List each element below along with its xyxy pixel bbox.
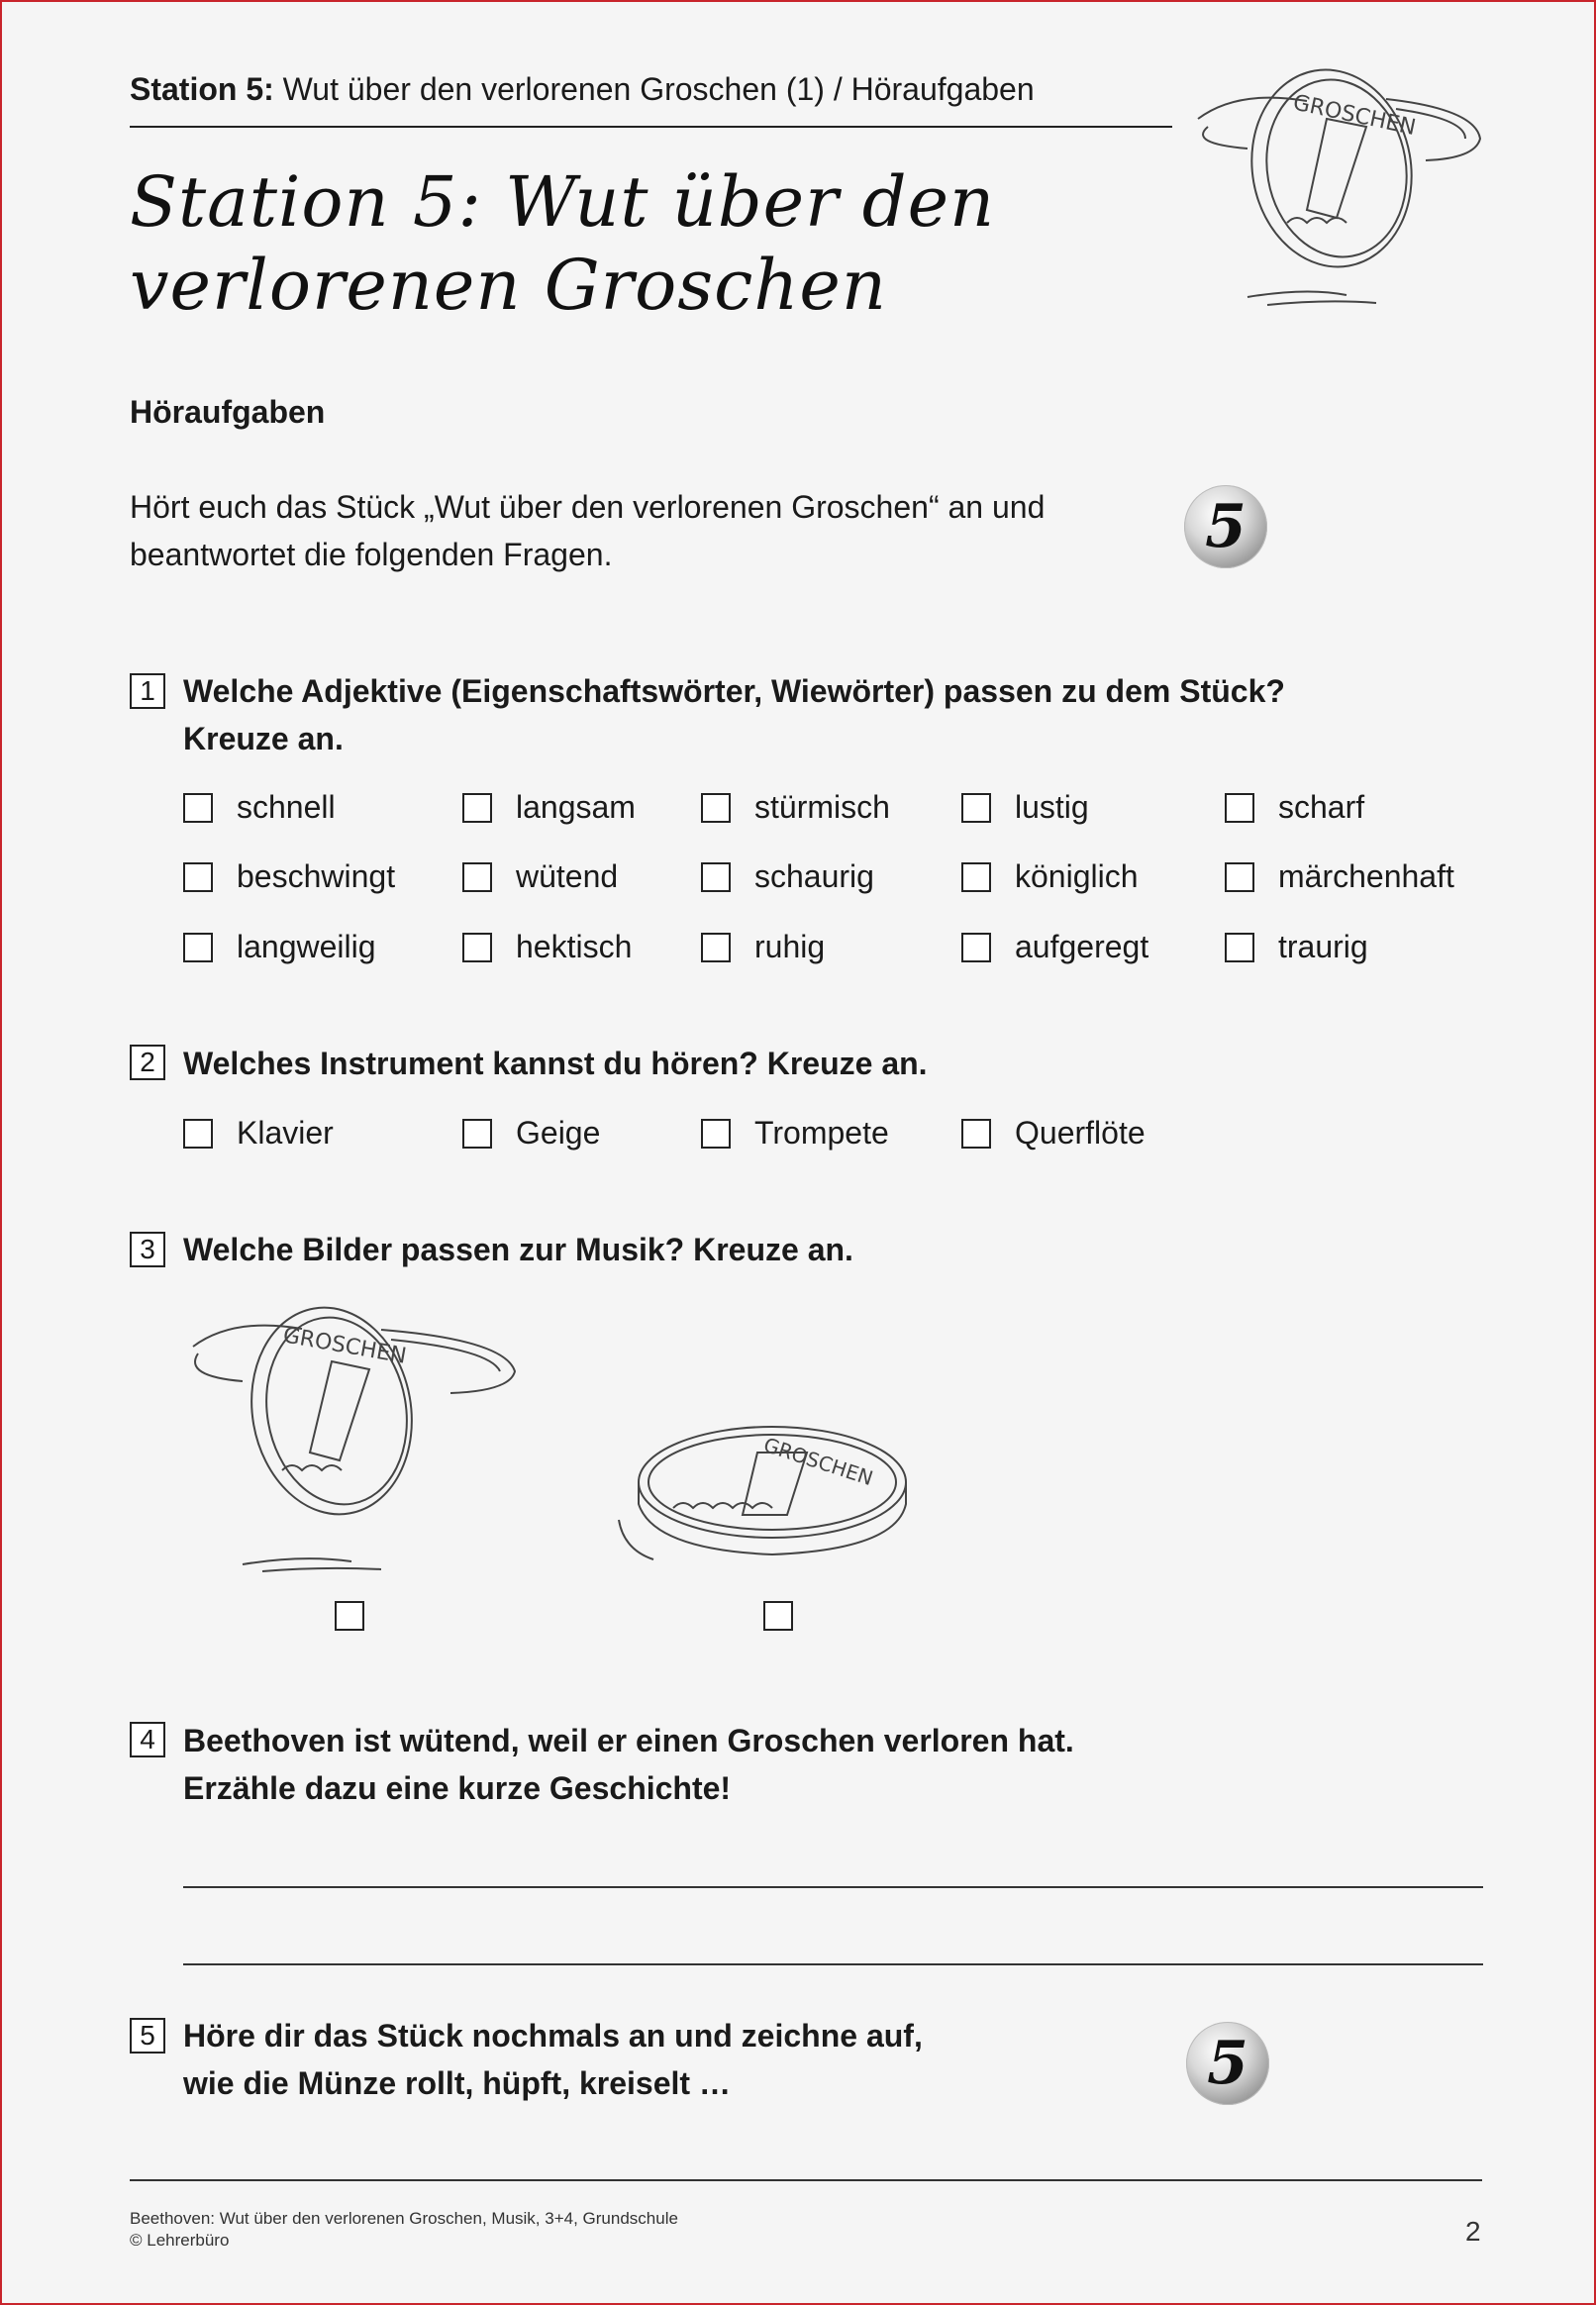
question-4-line1: Beethoven ist wütend, weil er einen Groschen verloren hat. [183, 1723, 1074, 1758]
adjective-checkbox[interactable] [701, 793, 731, 823]
adjective-checkbox[interactable] [701, 862, 731, 892]
adjective-option[interactable] [961, 929, 1148, 965]
instrument-label: Geige [516, 1115, 601, 1151]
footer-line1: Beethoven: Wut über den verlorenen Groschen, Musik, 3+4, Grundschule [130, 2209, 678, 2228]
adjective-checkbox[interactable] [462, 933, 492, 962]
page-title-line2: verlorenen Groschen [130, 245, 887, 326]
adjective-option[interactable] [961, 858, 1139, 895]
adjective-label: ruhig [754, 929, 826, 964]
intro-text [130, 483, 1120, 578]
question-5-text [183, 2012, 923, 2107]
answer-line-2[interactable] [183, 1963, 1483, 1965]
instrument-label: Querflöte [1015, 1115, 1146, 1151]
page-title [130, 160, 995, 327]
adjective-option[interactable] [462, 929, 632, 965]
adjective-option[interactable] [183, 789, 336, 826]
adjective-option[interactable] [462, 858, 618, 895]
instrument-option[interactable] [462, 1115, 600, 1152]
picture-1-checkbox[interactable] [335, 1601, 364, 1631]
running-header-station: Station 5: [130, 71, 274, 107]
adjective-label: traurig [1278, 929, 1368, 964]
question-2-text: Welches Instrument kannst du hören? Kreuze an. [183, 1046, 928, 1081]
adjective-option[interactable] [1225, 858, 1454, 895]
adjective-label: langweilig [237, 929, 376, 964]
section-heading: Höraufgaben [130, 394, 326, 430]
audio-track-icon-q5 [1186, 2022, 1269, 2105]
footer-text [130, 2208, 678, 2252]
adjective-label: lustig [1015, 789, 1089, 825]
adjective-checkbox[interactable] [1225, 862, 1254, 892]
adjective-checkbox[interactable] [183, 793, 213, 823]
question-5-line2: wie die Münze rollt, hüpft, kreiselt … [183, 2065, 731, 2101]
lying-coin-picture [614, 1421, 921, 1579]
instrument-option[interactable] [701, 1115, 889, 1152]
question-number-5: 5 [130, 2018, 165, 2054]
adjective-checkbox[interactable] [1225, 933, 1254, 962]
audio-track-icon [1184, 485, 1267, 568]
instrument-label: Klavier [237, 1115, 334, 1151]
adjective-label: stürmisch [754, 789, 890, 825]
question-number-2: 2 [130, 1045, 165, 1080]
answer-line-1[interactable] [183, 1886, 1483, 1888]
coin-label-text: GROSCHEN [1290, 90, 1419, 142]
adjective-label: beschwingt [237, 858, 396, 894]
adjective-option[interactable] [183, 858, 395, 895]
adjective-label: schaurig [754, 858, 874, 894]
adjective-option[interactable] [701, 929, 825, 965]
adjective-label: aufgeregt [1015, 929, 1149, 964]
footer-divider [130, 2179, 1482, 2181]
audio-track-number-q5: 5 [1207, 2029, 1248, 2098]
question-4-line2: Erzähle dazu eine kurze Geschichte! [183, 1770, 732, 1806]
intro-line2: beantwortet die folgenden Fragen. [130, 537, 613, 572]
adjective-option[interactable] [183, 929, 376, 965]
adjective-label: märchenhaft [1278, 858, 1454, 894]
instrument-option[interactable] [961, 1115, 1146, 1152]
adjective-option[interactable] [1225, 929, 1368, 965]
adjective-option[interactable] [701, 858, 874, 895]
adjective-checkbox[interactable] [1225, 793, 1254, 823]
question-4-text [183, 1717, 1074, 1812]
question-1-line1: Welche Adjektive (Eigenschaftswörter, Wiewörter) passen zu dem Stück? [183, 673, 1285, 709]
adjective-label: schnell [237, 789, 336, 825]
picture-2-checkbox[interactable] [763, 1601, 793, 1631]
adjective-label: königlich [1015, 858, 1139, 894]
page-number: 2 [1465, 2216, 1481, 2247]
lying-coin-label: GROSCHEN [760, 1432, 876, 1491]
adjective-label: langsam [516, 789, 636, 825]
adjective-option[interactable] [1225, 789, 1364, 826]
adjective-checkbox[interactable] [961, 862, 991, 892]
question-number-1: 1 [130, 673, 165, 709]
question-number-3: 3 [130, 1232, 165, 1267]
header-divider [130, 126, 1172, 128]
instrument-checkbox[interactable] [961, 1119, 991, 1149]
adjective-option[interactable] [701, 789, 890, 826]
adjective-checkbox[interactable] [462, 862, 492, 892]
question-1-line2: Kreuze an. [183, 721, 344, 756]
adjective-checkbox[interactable] [961, 793, 991, 823]
spinning-coin-picture [183, 1292, 530, 1579]
instrument-checkbox[interactable] [462, 1119, 492, 1149]
instrument-option[interactable] [183, 1115, 334, 1152]
page-title-line1: Station 5: Wut über den [130, 161, 996, 243]
adjective-option[interactable] [462, 789, 636, 826]
question-3-text: Welche Bilder passen zur Musik? Kreuze an. [183, 1232, 853, 1267]
spinning-coin-label: GROSCHEN [280, 1323, 409, 1369]
adjective-checkbox[interactable] [183, 862, 213, 892]
adjective-checkbox[interactable] [183, 933, 213, 962]
question-5-line1: Höre dir das Stück nochmals an und zeichne auf, [183, 2018, 923, 2054]
adjective-checkbox[interactable] [701, 933, 731, 962]
intro-line1: Hört euch das Stück „Wut über den verlorenen Groschen“ an und [130, 489, 1046, 525]
instrument-checkbox[interactable] [183, 1119, 213, 1149]
question-1-text [183, 667, 1285, 762]
adjective-label: scharf [1278, 789, 1365, 825]
spinning-coin-illustration [1178, 50, 1495, 317]
running-header-title: Wut über den verlorenen Groschen (1) / Höraufgaben [273, 71, 1035, 107]
question-number-4: 4 [130, 1722, 165, 1757]
running-header [130, 71, 1035, 108]
adjective-label: hektisch [516, 929, 633, 964]
instrument-checkbox[interactable] [701, 1119, 731, 1149]
adjective-label: wütend [516, 858, 619, 894]
adjective-option[interactable] [961, 789, 1089, 826]
adjective-checkbox[interactable] [961, 933, 991, 962]
instrument-label: Trompete [754, 1115, 889, 1151]
adjective-checkbox[interactable] [462, 793, 492, 823]
footer-line2: © Lehrerbüro [130, 2231, 230, 2250]
audio-track-number: 5 [1205, 492, 1247, 561]
